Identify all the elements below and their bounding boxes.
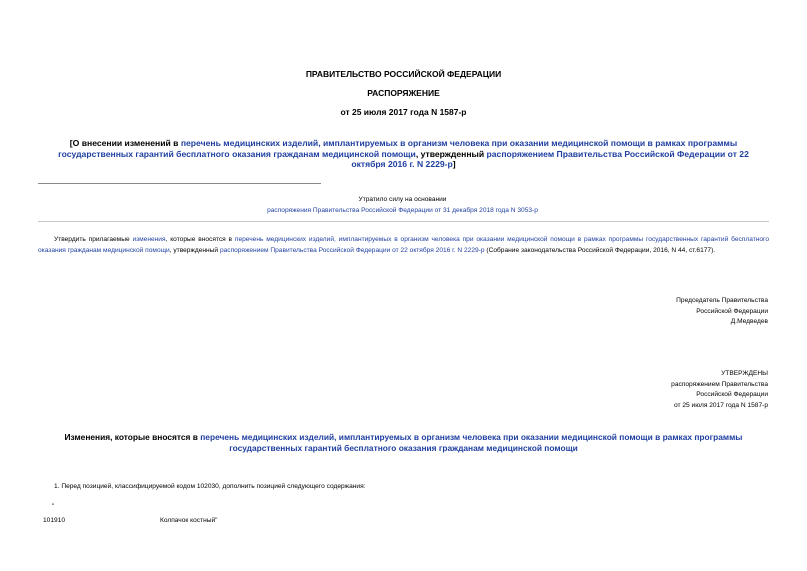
approved-label: УТВЕРЖДЕНЫ	[721, 370, 768, 377]
table-item-name: Колпачок костный"	[160, 517, 218, 524]
list-link[interactable]: перечень медицинских изделий, имплантируемых в организм человека при оказании медицинской помощи в рамках программы государственных гарантий бесплатного оказания гражданам медицинской помощи	[38, 236, 769, 254]
body-paragraph	[38, 235, 769, 256]
body-text: , утвержденный	[169, 246, 220, 254]
document-type: РАСПОРЯЖЕНИЕ	[367, 88, 440, 98]
signature-name: Д.Медведев	[730, 318, 768, 325]
body-text: (Собрание законодательства Российской Федерации, 2016, N 44, ст.6177).	[484, 246, 716, 254]
item-1: 1. Перед позицией, классифицируемой кодом 102030, дополнить позицией следующего содержания:	[54, 483, 366, 490]
approved-country: Российской Федерации	[696, 391, 768, 398]
title-text-mid: , утвержденный	[415, 148, 487, 159]
changes-link[interactable]: изменения	[132, 236, 166, 243]
signature-country: Российской Федерации	[696, 307, 768, 315]
title-list-link[interactable]: перечень медицинских изделий, имплантируемых в организм человека при оказании медицинской помощи в рамках программы государственных гарантий бесплатного оказания гражданам медицинской помощи	[58, 138, 738, 159]
document-title	[52, 138, 755, 170]
basis-link[interactable]: распоряжения Правительства Российской Федерации от 31 декабря 2018 года N 3053-р	[267, 207, 538, 214]
table-quote-mark: "	[52, 503, 55, 510]
approved-block	[500, 369, 768, 411]
document-date-number: от 25 июля 2017 года N 1587-р	[340, 107, 467, 117]
lost-force-note: Утратило силу на основании	[358, 196, 447, 203]
changes-title-prefix: Изменения, которые вносятся в	[64, 432, 201, 442]
government-heading: ПРАВИТЕЛЬСТВО РОССИЙСКОЙ ФЕДЕРАЦИИ	[305, 69, 502, 79]
body-text: , которые вносятся в	[165, 236, 235, 243]
changes-title-link[interactable]: перечень медицинских изделий, имплантируемых в организм человека при оказании медицинской помощи в рамках программы государственных гарантий бесплатного оказания гражданам медицинской помощи	[200, 432, 743, 453]
table-code: 101910	[43, 517, 66, 524]
title-divider	[38, 183, 321, 184]
body-text: Утвердить прилагаемые	[54, 236, 133, 243]
signature-block	[500, 296, 768, 328]
title-close-bracket: ]	[452, 159, 456, 170]
order-link[interactable]: распоряжением Правительства Российской Федерации от 22 октября 2016 г. N 2229-р	[219, 246, 485, 254]
approved-by: распоряжением Правительства	[671, 380, 768, 388]
status-divider	[38, 221, 769, 222]
title-order-link[interactable]: распоряжением Правительства Российской Федерации от 22 октября 2016 г. N 2229-р	[351, 148, 749, 170]
changes-title	[52, 432, 755, 454]
signature-position: Председатель Правительства	[676, 297, 768, 304]
approved-date: от 25 июля 2017 года N 1587-р	[673, 401, 768, 409]
title-text: [О внесении изменений в	[69, 138, 181, 148]
